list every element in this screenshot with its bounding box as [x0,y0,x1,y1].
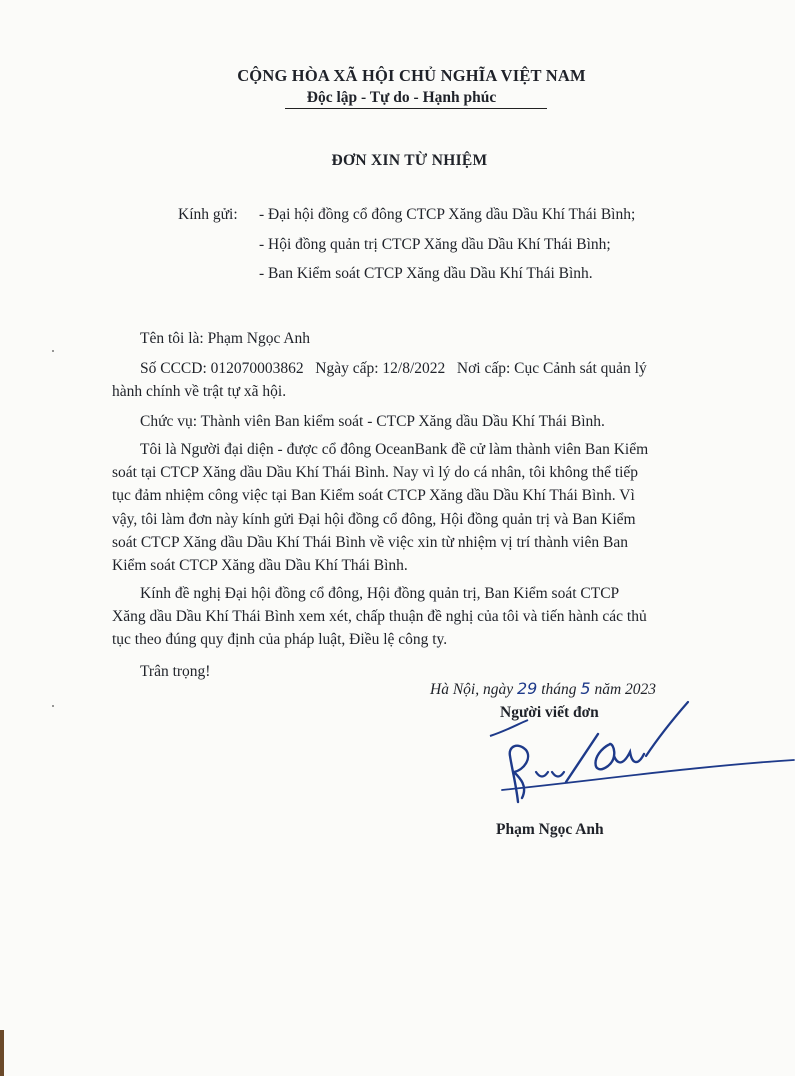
text-line: vậy, tôi làm đơn này kính gửi Đại hội đồng cổ đông, Hội đồng quản trị và Ban Kiểm [112,510,636,528]
text-line: tục đảm nhiệm công việc tại Ban Kiểm soát CTCP Xăng dầu Dầu Khí Thái Bình. Vì [112,487,635,505]
id-line [112,357,680,403]
date-prefix: Hà Nội, ngày [430,681,514,698]
text-line: tục theo đúng quy định của pháp luật, Điều lệ công ty. [112,631,448,649]
document-title: ĐƠN XIN TỪ NHIỆM [331,152,488,169]
text-line: Kiểm soát CTCP Xăng dầu Dầu Khí Thái Bình. [112,557,408,575]
year-label: năm 2023 [594,681,657,698]
text-line: Kính đề nghị Đại hội đồng cổ đông, Hội đồng quản trị, Ban Kiểm soát CTCP [140,585,620,602]
text-line: Xăng dầu Dầu Khí Thái Bình xem xét, chấp thuận đề nghị của tôi và tiến hành các thủ [112,608,647,626]
scan-edge-mark [0,1030,4,1076]
text-line: soát tại CTCP Xăng dầu Dầu Khí Thái Bình. Nay vì lý do cá nhân, tôi không thể tiếp [112,464,639,482]
signer-name: Phạm Ngọc Anh [496,821,604,838]
motto-underline [285,108,547,109]
name-line: Tên tôi là: Phạm Ngọc Anh [140,330,311,347]
motto: Độc lập - Tự do - Hạnh phúc [306,89,497,106]
signature-icon [478,694,795,804]
recipient-item: - Ban Kiểm soát CTCP Xăng dầu Dầu Khí Thái Bình. [259,265,593,282]
text-line: Tôi là Người đại diện - được cổ đông OceanBank đề cử làm thành viên Ban Kiểm [140,441,649,458]
paragraph-1 [112,438,680,577]
scan-speck [52,705,54,707]
signer-label: Người viết đơn [500,704,599,721]
recipient-item: - Hội đồng quản trị CTCP Xăng dầu Dầu Khí Thái Bình; [259,236,611,253]
text-line: hành chính về trật tự xã hội. [112,383,287,401]
position-line: Chức vụ: Thành viên Ban kiểm soát - CTCP Xăng dầu Dầu Khí Thái Bình. [140,413,605,430]
text-line: soát CTCP Xăng dầu Dầu Khí Thái Bình về việc xin từ nhiệm vị trí thành viên Ban [112,533,628,551]
paragraph-2 [112,582,680,652]
scan-speck [52,350,54,352]
date-month: 5 [580,679,591,698]
date-day: 29 [516,679,538,698]
national-title: CỘNG HÒA XÃ HỘI CHỦ NGHĨA VIỆT NAM [237,66,586,85]
closing: Trân trọng! [140,663,211,680]
recipients-label: Kính gửi: [178,206,238,223]
recipient-item: - Đại hội đồng cổ đông CTCP Xăng dầu Dầu Khí Thái Bình; [259,206,636,223]
text-line: Số CCCD: 012070003862 Ngày cấp: 12/8/2022 Nơi cấp: Cục Cảnh sát quản lý [140,360,647,377]
month-label: tháng [541,681,577,698]
